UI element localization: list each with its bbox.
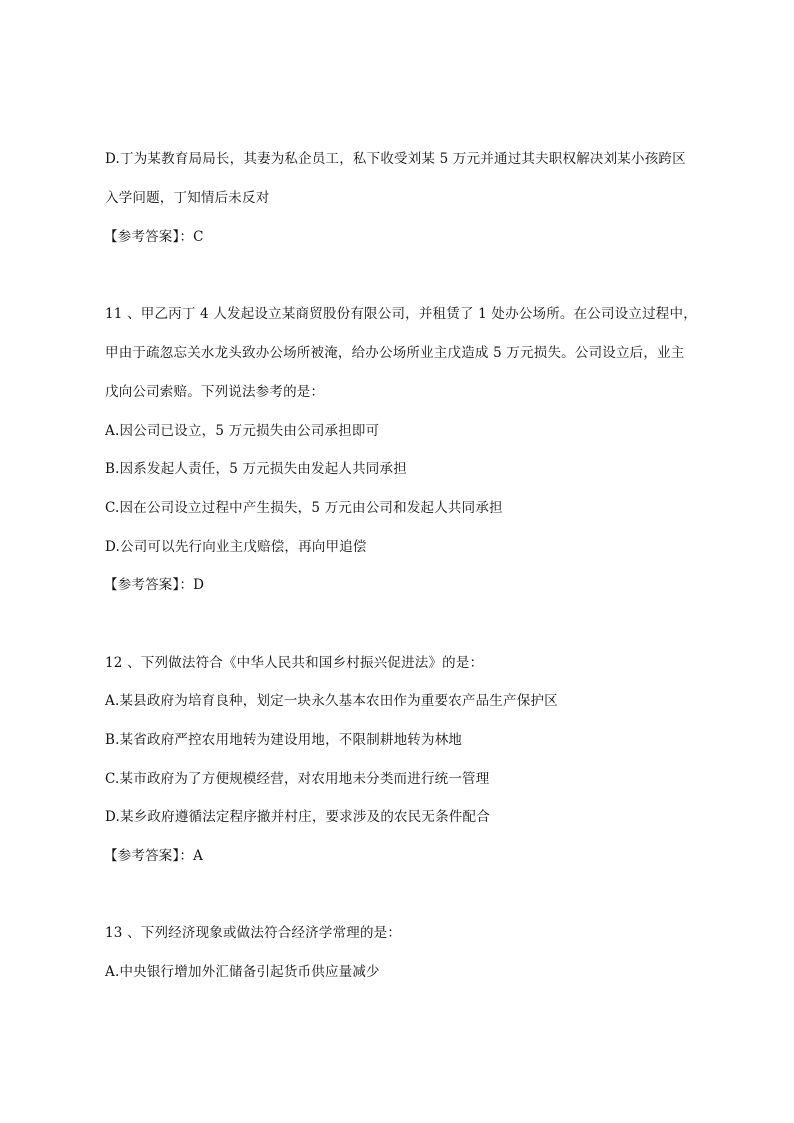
question-stem-line-1: 11 、甲乙丙丁 4 人发起设立某商贸股份有限公司，并租赁了 1 处办公场所。在公司设立过程中， — [105, 306, 697, 322]
option-a: A.某县政府为培育良种，划定一块永久基本农田作为重要农产品生产保护区 — [105, 693, 558, 709]
option-a: A.中央银行增加外汇储备引起货币供应量减少 — [105, 964, 380, 980]
option-c: C.因在公司设立过程中产生损失，5 万元由公司和发起人共同承担 — [105, 500, 503, 516]
option-d: D.公司可以先行向业主戊赔偿，再向甲追偿 — [105, 539, 367, 555]
reference-answer: 【参考答案】：A — [104, 848, 204, 864]
question-stem-line-3: 戊向公司索赔。下列说法参考的是： — [105, 384, 325, 400]
option-d-line-2: 入学问题，丁知情后未反对 — [105, 190, 270, 206]
option-d: D.某乡政府遵循法定程序撤并村庄，要求涉及的农民无条件配合 — [105, 809, 490, 825]
option-d-line-1: D.丁为某教育局局长，其妻为私企员工，私下收受刘某 5 万元并通过其夫职权解决刘某小孩跨区 — [105, 151, 686, 167]
question-stem: 12 、下列做法符合《中华人民共和国乡村振兴促进法》的是： — [105, 655, 484, 671]
option-b: B.某省政府严控农用地转为建设用地，不限制耕地转为林地 — [105, 732, 463, 748]
question-stem-line-2: 甲由于疏忽忘关水龙头致办公场所被淹，给办公场所业主戊造成 5 万元损失。公司设立后，业主 — [105, 345, 685, 361]
option-a: A.因公司已设立，5 万元损失由公司承担即可 — [105, 423, 380, 439]
option-b: B.因系发起人责任，5 万元损失由发起人共同承担 — [105, 461, 407, 477]
option-c: C.某市政府为了方便规模经营，对农用地未分类而进行统一管理 — [105, 771, 490, 787]
reference-answer: 【参考答案】：C — [104, 229, 204, 245]
question-stem: 13 、下列经济现象或做法符合经济学常理的是： — [105, 925, 402, 941]
reference-answer: 【参考答案】：D — [104, 577, 205, 593]
